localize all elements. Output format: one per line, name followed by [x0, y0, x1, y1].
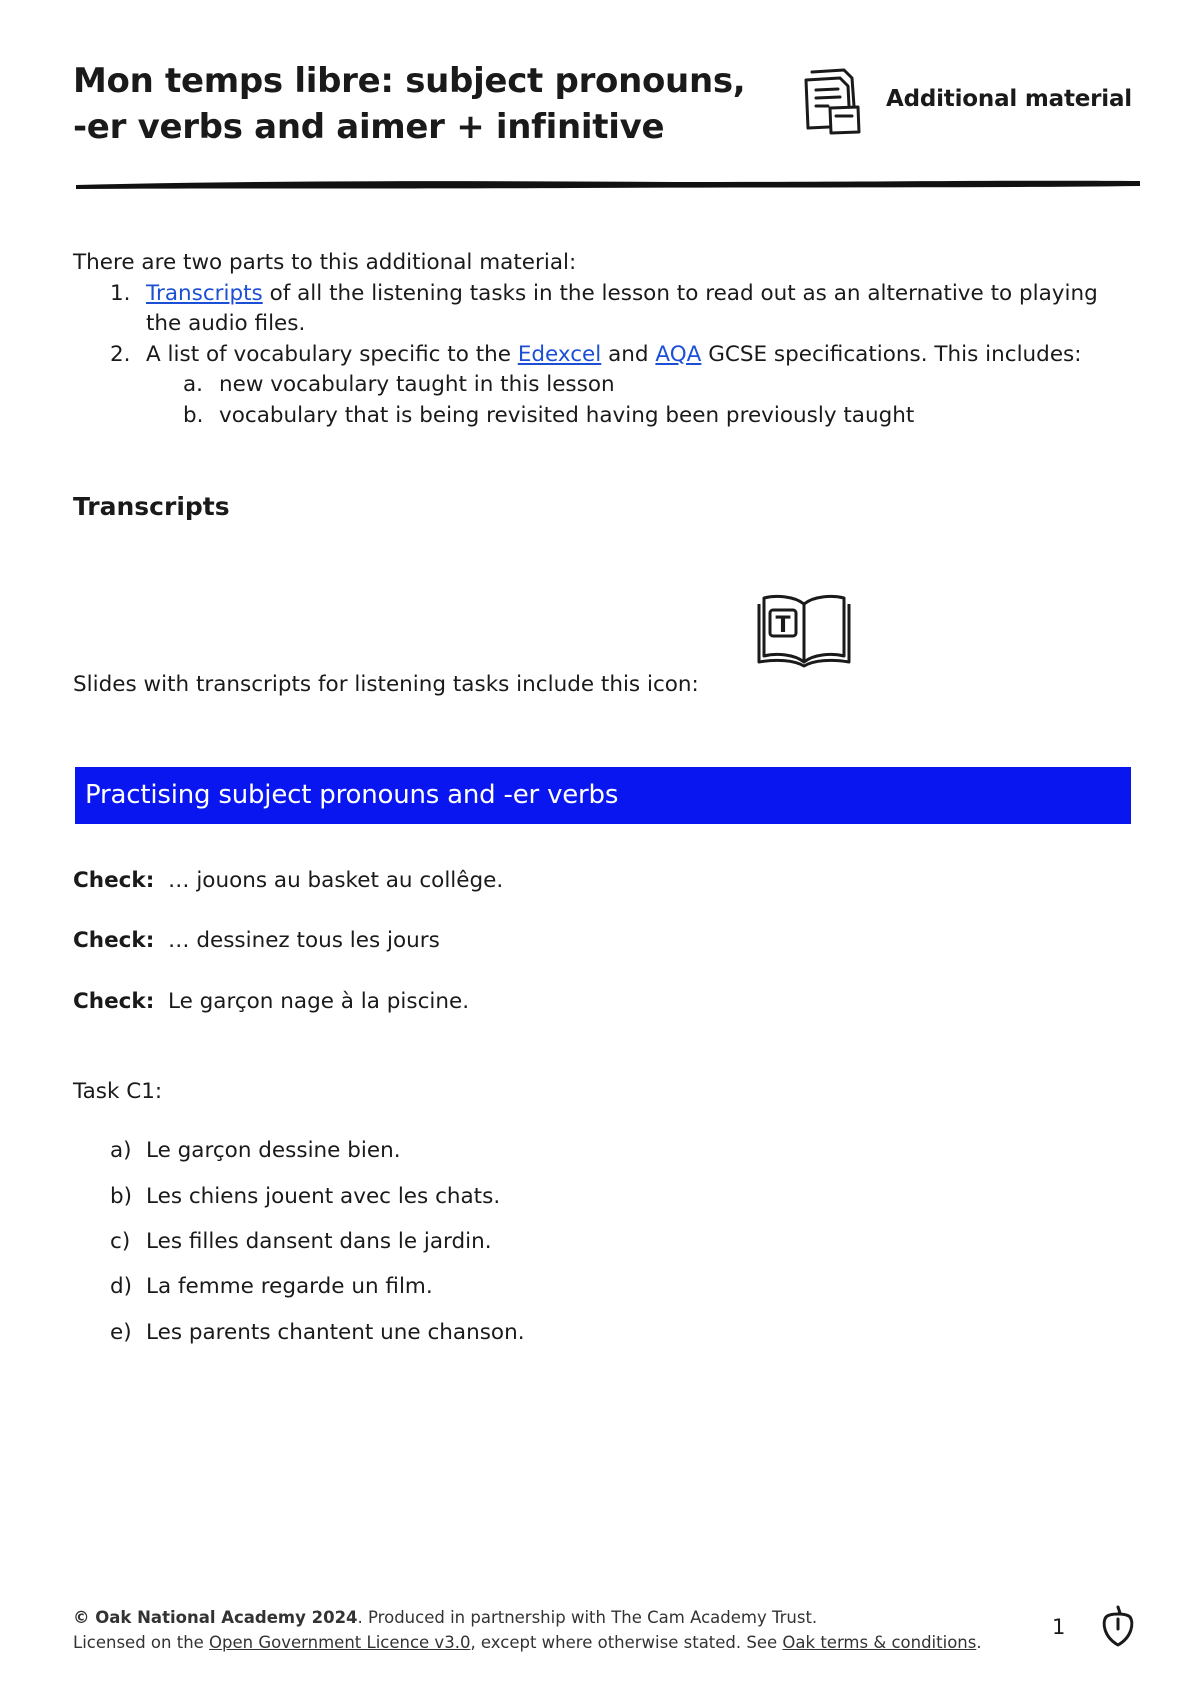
licence-link[interactable]: Open Government Licence v3.0 [209, 1633, 471, 1652]
task-marker: a) [110, 1138, 132, 1163]
title-line-1: Mon temps libre: subject pronouns, [73, 61, 746, 101]
task-label: Task C1: [73, 1079, 163, 1104]
task-text: Les parents chantent une chanson. [146, 1320, 525, 1345]
intro-section [73, 248, 1133, 431]
documents-icon [800, 66, 866, 138]
transcript-icon-note: Slides with transcripts for listening tasks include this icon: [73, 672, 699, 697]
edexcel-link[interactable]: Edexcel [517, 341, 602, 367]
page-title [73, 58, 773, 150]
item-text: GCSE specifications. This includes: [701, 341, 1082, 367]
header-divider [74, 176, 1142, 192]
list-marker: 2. [110, 341, 131, 367]
transcripts-link[interactable]: Transcripts [146, 280, 263, 306]
task-item [110, 1138, 401, 1163]
item-text: and [601, 341, 656, 367]
additional-material-badge: Additional material [886, 86, 1132, 112]
sub-list [146, 370, 1133, 431]
oak-acorn-icon [1098, 1603, 1138, 1649]
check-label: Check: [73, 928, 155, 953]
task-marker: c) [110, 1229, 131, 1254]
list-item [73, 340, 1133, 432]
intro-lead: There are two parts to this additional material: [73, 250, 577, 275]
check-label: Check: [73, 989, 155, 1014]
task-item [110, 1320, 525, 1345]
terms-link[interactable]: Oak terms & conditions [782, 1633, 977, 1652]
section-banner [75, 767, 1131, 824]
book-icon-letter: T [775, 613, 791, 638]
check-item [73, 928, 440, 953]
item-text: vocabulary that is being revisited having been previously taught [219, 402, 915, 428]
title-line-2: -er verbs and aimer + infinitive [73, 107, 665, 147]
page-number: 1 [1052, 1615, 1066, 1639]
footer [73, 1605, 1023, 1655]
check-item [73, 868, 503, 893]
list-item [73, 279, 1133, 340]
task-item [110, 1229, 492, 1254]
licence-text: , except where otherwise stated. See [470, 1633, 783, 1652]
task-marker: d) [110, 1274, 133, 1299]
partnership-text: . Produced in partnership with The Cam Academy Trust. [357, 1608, 818, 1627]
parts-list [73, 279, 1133, 432]
transcript-book-icon [756, 590, 852, 668]
task-marker: b) [110, 1184, 133, 1209]
sub-list-item [146, 401, 1133, 432]
licence-text: Licensed on the [73, 1633, 210, 1652]
licence-text: . [976, 1633, 982, 1652]
list-marker: a. [183, 372, 204, 397]
section-title: Practising subject pronouns and -er verbs [85, 780, 619, 810]
transcripts-heading: Transcripts [73, 492, 230, 521]
task-text: Les chiens jouent avec les chats. [146, 1184, 501, 1209]
copyright-text: © Oak National Academy 2024 [73, 1608, 358, 1627]
aqa-link[interactable]: AQA [655, 341, 702, 367]
task-text: Le garçon dessine bien. [146, 1138, 401, 1163]
task-item [110, 1274, 433, 1299]
check-text: Le garçon nage à la piscine. [167, 989, 470, 1014]
list-marker: 1. [110, 280, 131, 306]
list-marker: b. [183, 402, 204, 428]
check-label: Check: [73, 868, 155, 893]
item-text: of all the listening tasks in the lesson to read out as an alternative to playing the audio files. [146, 280, 1098, 336]
task-marker: e) [110, 1320, 132, 1345]
sub-list-item [146, 370, 1133, 401]
footer-line-1 [73, 1605, 1023, 1630]
task-item [110, 1184, 500, 1209]
task-text: La femme regarde un film. [146, 1274, 433, 1299]
check-item [73, 989, 469, 1014]
footer-line-2 [73, 1630, 1023, 1655]
check-text: … dessinez tous les jours [167, 928, 440, 953]
item-text: new vocabulary taught in this lesson [219, 372, 615, 397]
check-text: … jouons au basket au collêge. [167, 868, 504, 893]
task-text: Les filles dansent dans le jardin. [146, 1229, 492, 1254]
item-text: A list of vocabulary specific to the [146, 341, 518, 367]
